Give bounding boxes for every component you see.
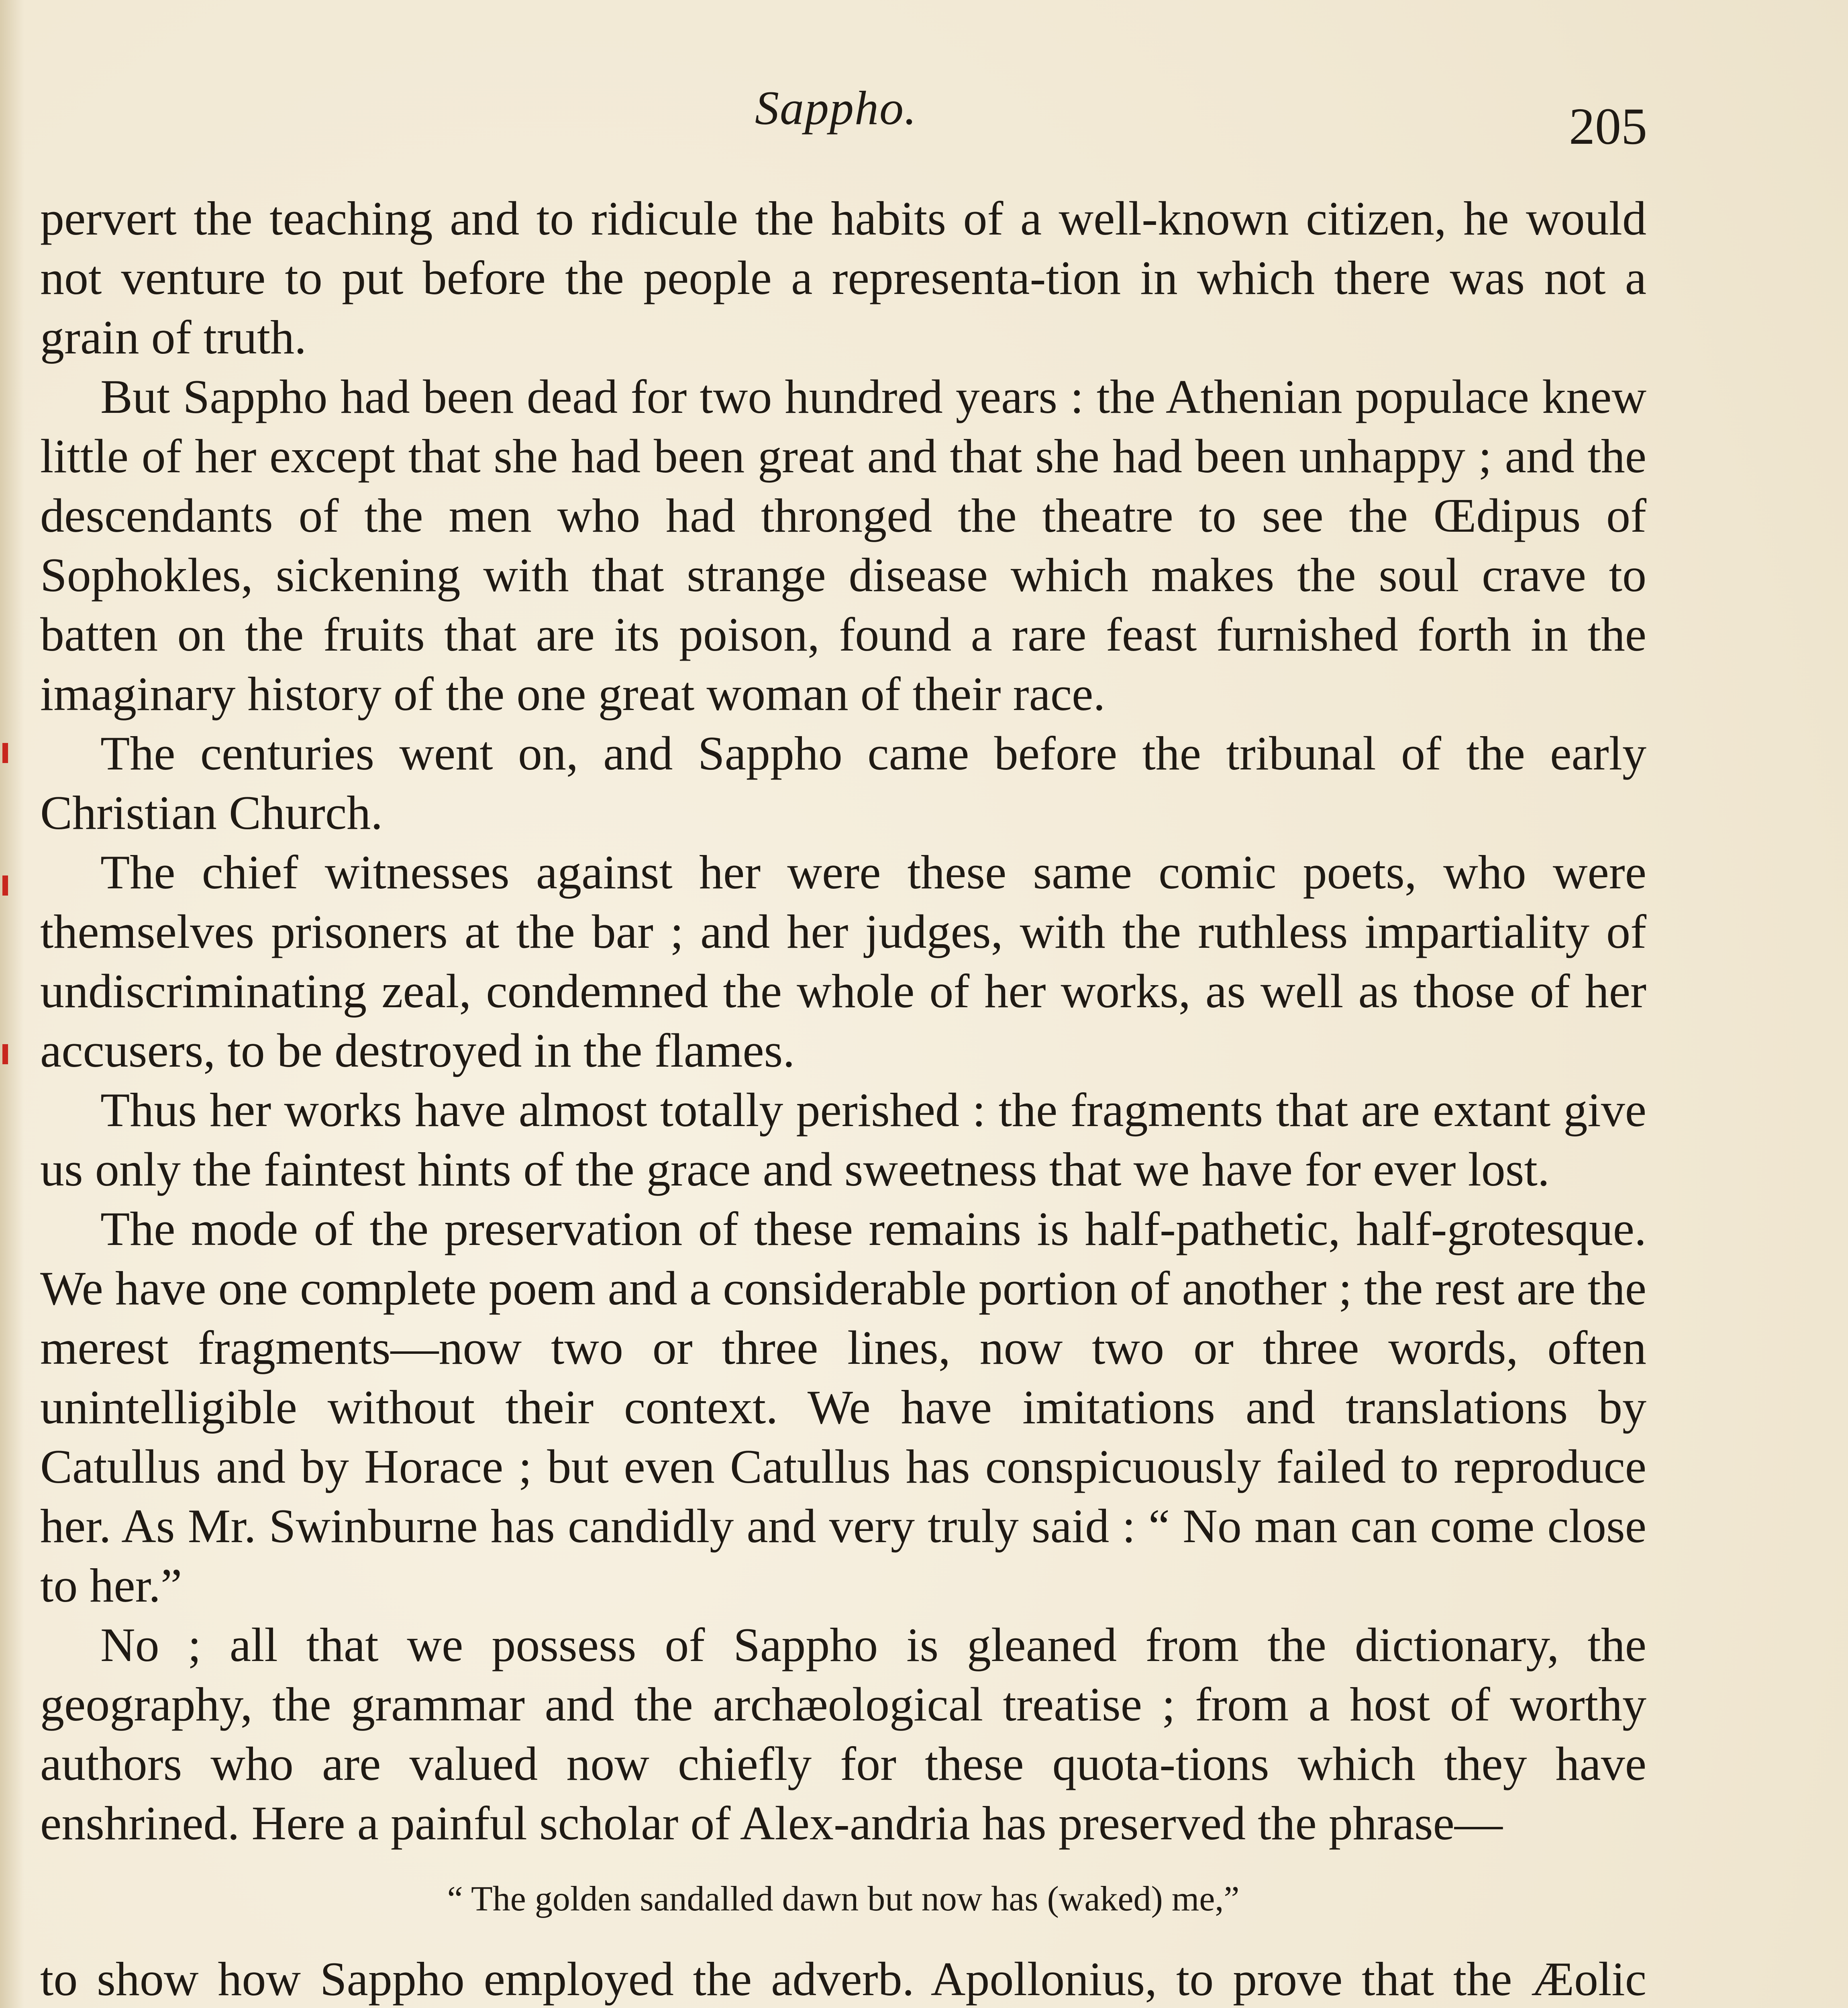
body-text (40, 189, 1646, 2008)
paragraph: The centuries went on, and Sappho came before the tribunal of the early Christian Church. (40, 726, 1646, 839)
margin-red-mark (2, 743, 8, 763)
paragraph: The mode of the preservation of these remains is half-pathetic, half-grotesque. We have one complete poem and a considerable portion of another ; the rest are the merest fragments—now two or three lines, now two or three words, often unintelligible without their context. We have imitations and translations by Catullus and by Horace ; but even Catullus has conspicuously failed to reproduce her. As Mr. Swinburne has candidly and very truly said : “ No man can come close to her.” (40, 1202, 1646, 1612)
margin-red-mark (2, 875, 8, 896)
running-title: Sappho. (755, 81, 917, 135)
paragraph: to show how Sappho employed the adverb. Apollonius, to prove that the Æolic (40, 1952, 1646, 2006)
paragraph: Thus her works have almost totally perished : the fragments that are extant give us only the faintest hints of the grace and sweetness that we have for ever lost. (40, 1083, 1646, 1196)
margin-red-mark (2, 1044, 8, 1064)
paragraph: pervert the teaching and to ridicule the habits of a well-known citizen, he would not venture to put before the people a representa-tion in which there was not a grain of truth. (40, 192, 1646, 364)
page-number: 205 (1569, 98, 1647, 155)
paragraph: The chief witnesses against her were these same comic poets, who were themselves prisoners at the bar ; and her judges, with the ruthless impartiality of undiscriminating zeal, condemned the whole of her works, as well as those of her accusers, to be destroyed in the flames. (40, 845, 1646, 1077)
paragraph: But Sappho had been dead for two hundred years : the Athenian populace knew little of her except that she had been great and that she had been unhappy ; and the descendants of the men who had thronged the theatre to see the Œdipus of Sophokles, sickening with that strange disease which makes the soul crave to batten on the fruits that are its poison, found a rare feast furnished forth in the imaginary history of the one great woman of their race. (40, 370, 1646, 720)
quotation-dawn: “ The golden sandalled dawn but now has (waked) me,” (447, 1879, 1240, 1918)
page-gutter (0, 0, 24, 2008)
paragraph: No ; all that we possess of Sappho is gleaned from the dictionary, the geography, the grammar and the archæological treatise ; from a host of worthy authors who are valued now chiefly for these quota-tions which they have enshrined. Here a painful scholar of Alex-andria has preserved the phrase— (40, 1618, 1646, 1850)
